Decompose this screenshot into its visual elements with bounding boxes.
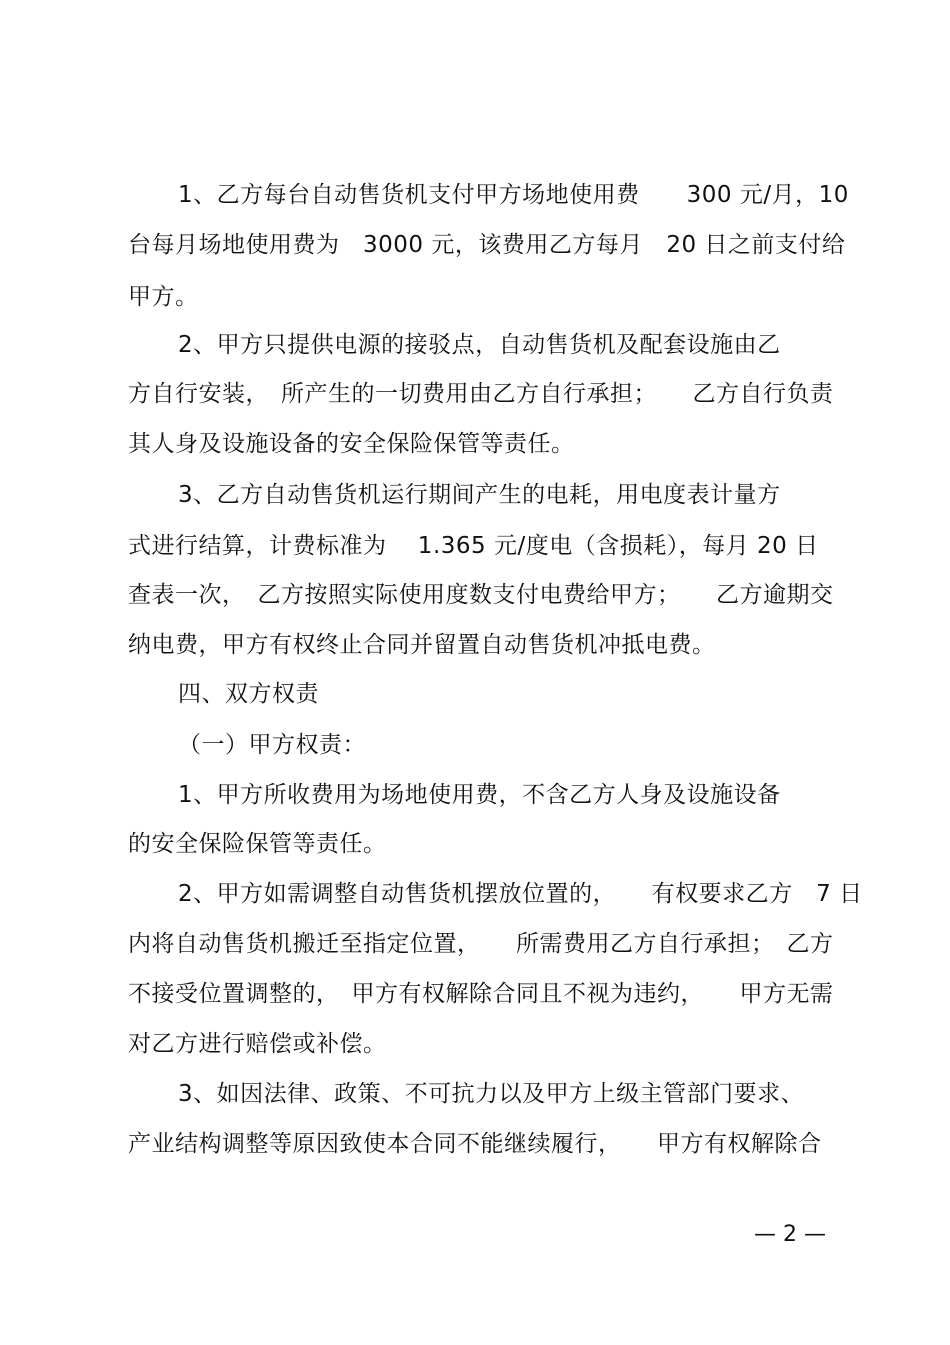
text-line: 对乙方进行赔偿或补偿。 [128, 1031, 387, 1057]
text-line: 方自行安装， 所产生的一切费用由乙方自行承担； 乙方自行负责 [128, 381, 834, 407]
section-heading: 四、双方权责 [178, 681, 319, 707]
text-line: 1、乙方每台自动售货机支付甲方场地使用费 300 元/月，10 [178, 182, 849, 208]
text-line: 甲方。 [128, 284, 199, 310]
text-line: 纳电费，甲方有权终止合同并留置自动售货机冲抵电费。 [128, 632, 716, 658]
text-line: 的安全保险保管等责任。 [128, 831, 387, 857]
text-line: 其人身及设施设备的安全保险保管等责任。 [128, 431, 575, 457]
text-line: 不接受位置调整的， 甲方有权解除合同且不视为违约， 甲方无需 [128, 981, 834, 1007]
text-line: 2、甲方只提供电源的接驳点，自动售货机及配套设施由乙 [178, 332, 781, 358]
text-line: 3、如因法律、政策、不可抗力以及甲方上级主管部门要求、 [178, 1081, 805, 1107]
page-number: — 2 — [754, 1222, 826, 1247]
text-line: 台每月场地使用费为 3000 元，该费用乙方每月 20 日之前支付给 [128, 232, 846, 258]
text-line: 2、甲方如需调整自动售货机摆放位置的， 有权要求乙方 7 日 [178, 881, 863, 907]
text-line: 内将自动售货机搬迁至指定位置， 所需费用乙方自行承担； 乙方 [128, 931, 834, 957]
text-line: 1、甲方所收费用为场地使用费，不含乙方人身及设施设备 [178, 782, 781, 808]
text-line: 3、乙方自动售货机运行期间产生的电耗，用电度表计量方 [178, 482, 781, 508]
text-line: 产业结构调整等原因致使本合同不能继续履行， 甲方有权解除合 [128, 1131, 822, 1157]
text-line: 式进行结算，计费标准为 1.365 元/度电（含损耗），每月 20 日 [128, 533, 819, 559]
subsection-heading: （一）甲方权责： [178, 732, 366, 758]
text-line: 查表一次， 乙方按照实际使用度数支付电费给甲方； 乙方逾期交 [128, 582, 834, 608]
